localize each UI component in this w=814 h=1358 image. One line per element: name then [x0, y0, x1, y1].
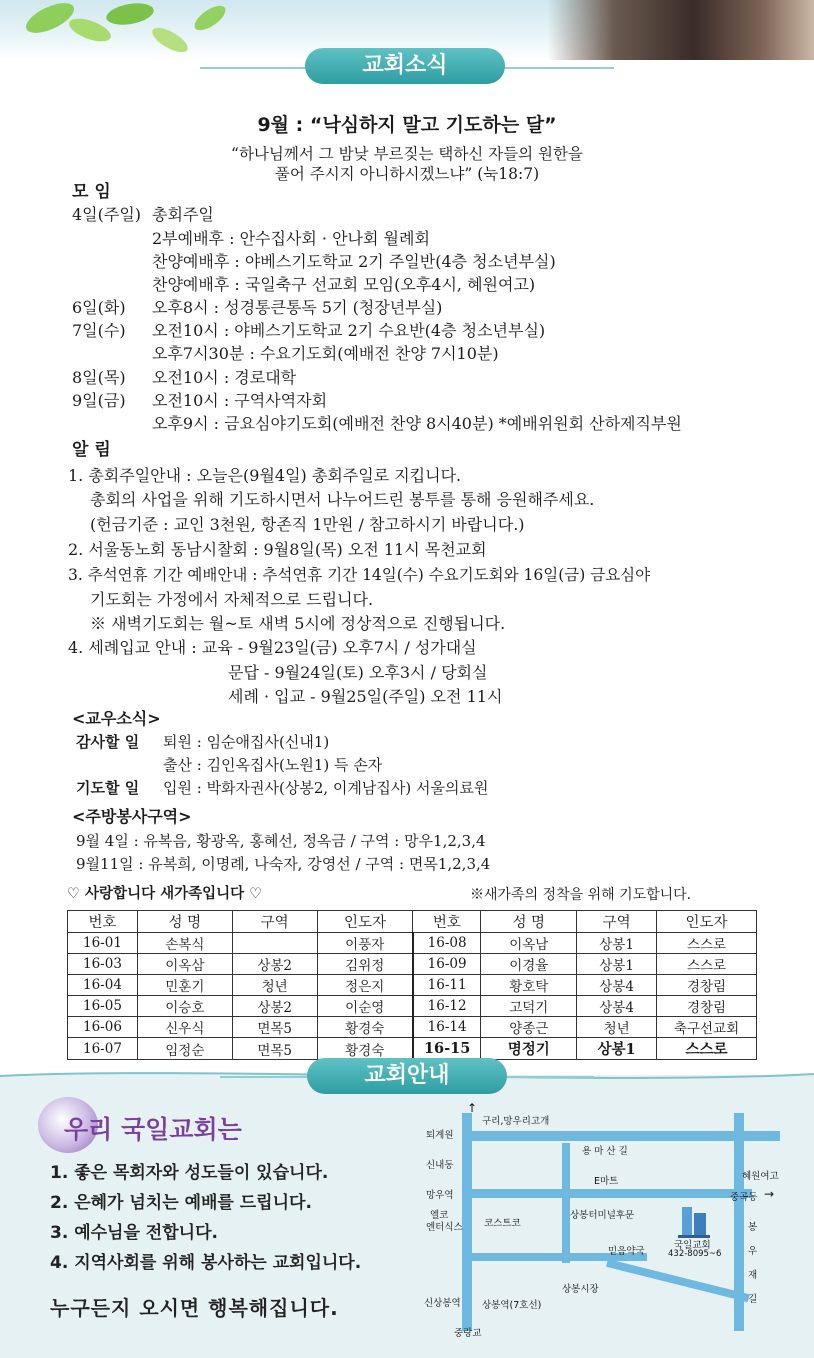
- church-slogan: 누구든지 오시면 행복해집니다.: [50, 1296, 339, 1320]
- church-info-title: 우리 국일교회는: [64, 1115, 242, 1144]
- table-cell: 스스로: [657, 954, 757, 975]
- notice-line: 3. 추석연휴 기간 예배안내 : 추석연휴 기간 14일(수) 수요기도회와 16일(금) 금요심야: [68, 566, 651, 584]
- table-row: [68, 996, 757, 1017]
- meeting-text: 찬양예배후 : 국일축구 선교회 모임(오후4시, 혜원여고): [152, 275, 536, 294]
- map-label: 혜원여고: [742, 1171, 779, 1182]
- north-arrow-icon: ↑: [467, 1101, 478, 1115]
- table-cell: 청년: [577, 1017, 657, 1038]
- gratitude-item: 퇴원 : 임순애집사(신내1): [163, 733, 330, 751]
- map-label: 중곡동: [730, 1192, 758, 1203]
- column-header: 인도자: [317, 911, 413, 933]
- verse-line-1: “하나님께서 그 밤낮 부르짖는 택하신 자들의 원한을: [231, 145, 583, 163]
- meeting-day: 4일(주일): [72, 205, 142, 224]
- table-cell: 상봉2: [232, 954, 317, 975]
- table-cell: 16-14: [413, 1017, 481, 1038]
- meeting-text: 총회주일: [152, 205, 214, 224]
- road-yongmasan: [462, 1131, 780, 1141]
- map-label: 구리,망우리고개: [482, 1116, 550, 1127]
- map-label: 엔터식스: [426, 1222, 463, 1233]
- road-north: [562, 1143, 570, 1263]
- new-family-table: [67, 910, 757, 1060]
- table-cell: 경창림: [657, 996, 757, 1017]
- table-cell: 16-04: [68, 975, 138, 996]
- road-junggok: [462, 1189, 752, 1198]
- table-cell: 면목5: [232, 1017, 317, 1038]
- map-label: 재: [748, 1270, 758, 1281]
- church-building-icon: [674, 1203, 714, 1239]
- table-cell: 축구선교회: [657, 1017, 757, 1038]
- table-cell: 청년: [232, 975, 317, 996]
- table-cell: 16-06: [68, 1017, 138, 1038]
- notice-line: 세례 · 입교 - 9월25일(주일) 오전 11시: [228, 687, 503, 706]
- map-label: 국일교회: [674, 1240, 711, 1251]
- table-cell: [232, 933, 317, 954]
- notice-line: 문답 - 9월24일(토) 오후3시 / 당회실: [228, 663, 488, 682]
- meeting-text: 오전10시 : 경로대학: [152, 368, 297, 387]
- kitchen-line: 9월11일 : 유복희, 이명례, 나숙자, 강영선 / 구역 : 면목1,2,3,4: [76, 855, 491, 873]
- meeting-day: 9일(금): [72, 391, 126, 410]
- table-cell: 16-11: [413, 975, 481, 996]
- meeting-text: 오후8시 : 성경통큰통독 5기 (청장년부실): [152, 298, 443, 317]
- column-header: 인도자: [657, 911, 757, 933]
- meeting-day: 6일(화): [72, 298, 126, 317]
- meeting-text: 오후7시30분 : 수요기도회(예배전 찬양 7시10분): [152, 344, 499, 363]
- table-cell: 고덕기: [481, 996, 577, 1017]
- table-cell: 이순영: [317, 996, 413, 1017]
- table-cell: 상봉4: [577, 996, 657, 1017]
- table-cell: 황호탁: [481, 975, 577, 996]
- table-cell: 민훈기: [137, 975, 232, 996]
- column-header: 구역: [232, 911, 317, 933]
- prayer-label: 기도할 일: [76, 779, 140, 797]
- map-label: 봉: [748, 1222, 758, 1233]
- table-cell: 이옥남: [481, 933, 577, 954]
- meeting-day: 7일(수): [72, 321, 126, 340]
- column-header: 구역: [577, 911, 657, 933]
- table-cell: 상봉1: [577, 1038, 657, 1060]
- table-cell: 16-03: [68, 954, 138, 975]
- table-cell: 16-12: [413, 996, 481, 1017]
- notice-line: 2. 서울동노회 동남시찰회 : 9월8일(목) 오전 11시 목천교회: [68, 540, 487, 559]
- table-cell: 16-08: [413, 933, 481, 954]
- member-news-heading: <교우소식>: [72, 709, 161, 728]
- meeting-text: 2부예배후 : 안수집사회 · 안나회 월례회: [152, 229, 430, 248]
- christmas-photo: [548, 0, 814, 60]
- map-label: 용 마 산 길: [582, 1146, 628, 1157]
- map-label: 길: [748, 1294, 758, 1305]
- kitchen-heading: <주방봉사구역>: [72, 807, 192, 826]
- table-cell: 양종근: [481, 1017, 577, 1038]
- prayer-item: 입원 : 박화자권사(상봉2, 이계남집사) 서울의료원: [163, 779, 489, 797]
- map-label: 중랑교: [454, 1328, 482, 1339]
- table-row: [68, 1017, 757, 1038]
- table-cell: 면목5: [232, 1038, 317, 1060]
- column-header: 성 명: [137, 911, 232, 933]
- table-cell: 스스로: [657, 1038, 757, 1060]
- table-cell: 김위정: [317, 954, 413, 975]
- church-point: 1. 좋은 목회자와 성도들이 있습니다.: [50, 1163, 329, 1183]
- meeting-text: 찬양예배후 : 야베스기도학교 2기 주일반(4층 청소년부실): [152, 252, 556, 271]
- table-cell: 스스로: [657, 933, 757, 954]
- table-cell: 이풍자: [317, 933, 413, 954]
- table-cell: 상봉1: [577, 954, 657, 975]
- map-label: 엘코: [430, 1210, 449, 1221]
- east-arrow-icon: →: [764, 1187, 775, 1201]
- column-header: 번호: [413, 911, 481, 933]
- meeting-day: 8일(목): [72, 368, 126, 387]
- directions-map: [412, 1103, 797, 1341]
- meeting-text: 오전10시 : 야베스기도학교 2기 수요반(4층 청소년부실): [152, 321, 546, 340]
- table-cell: 손복식: [137, 933, 232, 954]
- table-cell: 16-09: [413, 954, 481, 975]
- map-label: 코스트코: [484, 1218, 521, 1229]
- table-cell: 16-05: [68, 996, 138, 1017]
- new-family-note: ※새가족의 정착을 위해 기도합니다.: [470, 887, 692, 903]
- notice-line: ※ 새벽기도회는 월~토 새벽 5시에 정상적으로 진행됩니다.: [90, 614, 506, 633]
- table-cell: 경창림: [657, 975, 757, 996]
- table-cell: 임정순: [137, 1038, 232, 1060]
- table-header-row: [68, 911, 757, 933]
- table-cell: 이승호: [137, 996, 232, 1017]
- verse-line-2: 풀어 주시지 아니하시겠느냐” (눅18:7): [274, 165, 540, 183]
- map-label: 상봉역(7호선): [482, 1300, 542, 1311]
- table-cell: 상봉1: [577, 933, 657, 954]
- column-header: 성 명: [481, 911, 577, 933]
- info-badge: 교회안내: [307, 1058, 507, 1094]
- map-label: E마트: [594, 1176, 619, 1187]
- table-row: [68, 1038, 757, 1060]
- map-label: 퇴계원: [426, 1130, 454, 1141]
- table-cell: 이옥삼: [137, 954, 232, 975]
- meeting-text: 오후9시 : 금요심야기도회(예배전 찬양 8시40분) *예배위원회 산하제직부원: [152, 414, 682, 433]
- notices-heading: 알 림: [72, 440, 111, 460]
- new-family-heading: ♡ 사랑합니다 새가족입니다 ♡: [67, 886, 263, 902]
- table-cell: 상봉4: [577, 975, 657, 996]
- notice-line: 총회의 사업을 위해 기도하시면서 나누어드린 봉투를 통해 응원해주세요.: [90, 490, 595, 509]
- table-cell: 이경율: [481, 954, 577, 975]
- map-label: 상봉시장: [562, 1284, 599, 1295]
- table-row: [68, 975, 757, 996]
- table-cell: 16-07: [68, 1038, 138, 1060]
- notice-line: 4. 세례입교 안내 : 교육 - 9월23일(금) 오후7시 / 성가대실: [68, 638, 477, 657]
- church-point: 2. 은혜가 넘치는 예배를 드립니다.: [50, 1193, 312, 1213]
- kitchen-line: 9월 4일 : 유복음, 황광옥, 홍혜선, 정옥금 / 구역 : 망우1,2,3,4: [76, 832, 486, 850]
- church-point: 3. 예수님을 전합니다.: [50, 1223, 218, 1243]
- church-point: 4. 지역사회를 위해 봉사하는 교회입니다.: [50, 1253, 362, 1273]
- month-title: 9월 : “낙심하지 말고 기도하는 달”: [257, 114, 557, 136]
- map-label: 신상봉역: [424, 1298, 461, 1309]
- table-cell: 신우식: [137, 1017, 232, 1038]
- column-header: 번호: [68, 911, 138, 933]
- leaves-decoration: [20, 0, 240, 60]
- table-row: [68, 933, 757, 954]
- notice-line: 1. 총회주일안내 : 오늘은(9월4일) 총회주일로 지킵니다.: [68, 466, 462, 485]
- meetings-heading: 모 임: [72, 182, 111, 202]
- gratitude-item: 출산 : 김인옥집사(노원1) 득 손자: [163, 756, 383, 774]
- table-cell: 명정기: [481, 1038, 577, 1060]
- map-label: 신내동: [426, 1160, 454, 1171]
- map-label: 믿음약국: [608, 1246, 645, 1257]
- table-row: [68, 954, 757, 975]
- table-cell: 16-01: [68, 933, 138, 954]
- table-cell: 16-15: [413, 1038, 481, 1060]
- map-label: 망우역: [426, 1190, 454, 1201]
- map-label: 432-8095~6: [668, 1249, 722, 1259]
- notice-line: 기도회는 가정에서 자체적으로 드립니다.: [90, 590, 374, 609]
- table-cell: 정은지: [317, 975, 413, 996]
- table-cell: 황경숙: [317, 1038, 413, 1060]
- table-cell: 상봉2: [232, 996, 317, 1017]
- table-cell: 황경숙: [317, 1017, 413, 1038]
- notice-line: (헌금기준 : 교인 3천원, 항존직 1만원 / 참고하시기 바랍니다.): [90, 515, 525, 534]
- road-diagonal: [606, 1259, 750, 1302]
- map-label: 상봉터미널후문: [570, 1210, 635, 1221]
- map-label: 우: [748, 1246, 758, 1257]
- road-west: [462, 1113, 472, 1331]
- meeting-text: 오전10시 : 구역사역자회: [152, 391, 328, 410]
- gratitude-label: 감사할 일: [76, 733, 140, 751]
- news-badge: 교회소식: [305, 48, 505, 84]
